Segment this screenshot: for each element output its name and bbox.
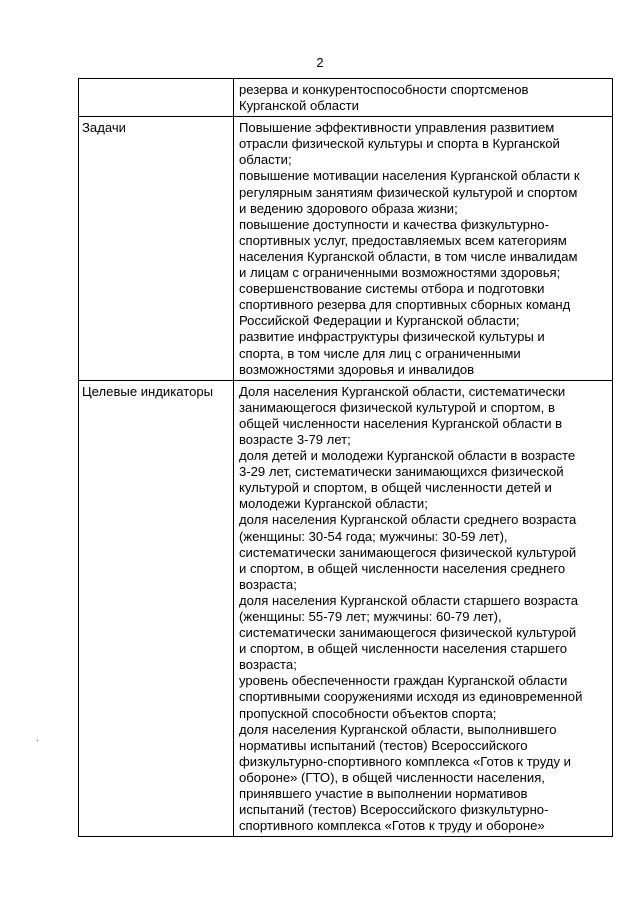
content-line: Доля населения Курганской области, систематически — [239, 383, 566, 399]
content-line: 3-29 лет, систематически занимающихся физической — [239, 464, 564, 480]
table-row — [79, 117, 613, 381]
content-line: и спортом, в общей численности населения старшего — [239, 641, 567, 657]
content-line: пропускной способности объектов спорта; — [239, 705, 497, 721]
content-line: возрасте 3-79 лет; — [239, 431, 351, 447]
content-line: Повышение эффективности управления развитием — [239, 120, 555, 136]
content-line: доля населения Курганской области, выполнившего — [239, 721, 557, 737]
content-line: возраста; — [239, 576, 297, 592]
content-line: доля населения Курганской области среднего возраста — [239, 512, 577, 528]
content-line: регулярным занятиям физической культурой и спортом — [239, 184, 578, 200]
content-line: повышение мотивации населения Курганской области к — [239, 168, 580, 184]
row-label-cell — [79, 79, 234, 117]
content-line: спортивного комплекса «Готов к труду и обороне» — [239, 818, 545, 834]
content-line: населения Курганской области, в том числе инвалидам — [239, 248, 578, 264]
content-line: молодежи Курганской области; — [239, 496, 428, 512]
content-line: (женщины: 30-54 года; мужчины: 30-59 лет), — [239, 528, 508, 544]
content-line: Российской Федерации и Курганской области; — [239, 313, 520, 329]
row-label: Целевые индикаторы — [82, 383, 214, 399]
row-content-cell — [234, 117, 613, 381]
row-content-cell — [234, 79, 613, 117]
page-number: 2 — [316, 55, 324, 70]
content-line: уровень обеспеченности граждан Курганской области — [239, 673, 568, 689]
content-line: спорта, в том числе для лиц с ограниченными — [239, 345, 521, 361]
content-line: занимающегося физической культурой и спортом, в — [239, 399, 555, 415]
content-line: спортивных услуг, предоставляемых всем категориям — [239, 232, 567, 248]
row-label-cell — [79, 380, 234, 837]
content-line: повышение доступности и качества физкультурно- — [239, 216, 549, 232]
content-line: возможностями здоровья и инвалидов — [239, 361, 475, 377]
table-row — [79, 380, 613, 837]
content-line: развитие инфраструктуры физической культуры и — [239, 329, 545, 345]
content-line: культурой и спортом, в общей численности детей и — [239, 480, 552, 496]
content-line: совершенствование системы отбора и подготовки — [239, 281, 545, 297]
content-line: области; — [239, 152, 292, 168]
row-label: Задачи — [82, 120, 126, 136]
content-line: и ведению здорового образа жизни; — [239, 200, 458, 216]
content-line: систематически занимающегося физической культурой — [239, 625, 577, 641]
content-line: отрасли физической культуры и спорта в Курганской — [239, 136, 560, 152]
content-line: доля детей и молодежи Курганской области в возрасте — [239, 448, 576, 464]
table-row — [79, 79, 613, 117]
content-line: физкультурно-спортивного комплекса «Готов к труду и — [239, 753, 571, 769]
content-line: возраста; — [239, 657, 297, 673]
content-line: испытаний (тестов) Всероссийского физкультурно- — [239, 802, 549, 818]
content-line: принявшего участие в выполнении нормативов — [239, 786, 528, 802]
content-line: резерва и конкурентоспособности спортсменов — [239, 82, 529, 97]
scan-speck — [37, 740, 38, 741]
content-line: спортивного резерва для спортивных сборных команд — [239, 297, 571, 313]
table-body — [79, 79, 613, 837]
row-content-cell — [234, 380, 613, 837]
content-line: спортивными сооружениями исходя из единовременной — [239, 689, 583, 705]
content-line: нормативы испытаний (тестов) Всероссийского — [239, 737, 528, 753]
content-line: и лицам с ограниченными возможностями здоровья; — [239, 265, 561, 281]
row-label-cell — [79, 117, 234, 381]
content-line: обороне» (ГТО), в общей численности населения, — [239, 769, 545, 785]
content-line: общей численности населения Курганской области в — [239, 415, 563, 431]
content-line: Курганской области — [239, 98, 359, 114]
content-line: систематически занимающегося физической культурой — [239, 544, 577, 560]
content-line: и спортом, в общей численности населения среднего — [239, 560, 566, 576]
content-line: доля населения Курганской области старшего возраста — [239, 592, 579, 608]
content-line: (женщины: 55-79 лет; мужчины: 60-79 лет), — [239, 609, 502, 624]
passport-table — [78, 78, 613, 837]
